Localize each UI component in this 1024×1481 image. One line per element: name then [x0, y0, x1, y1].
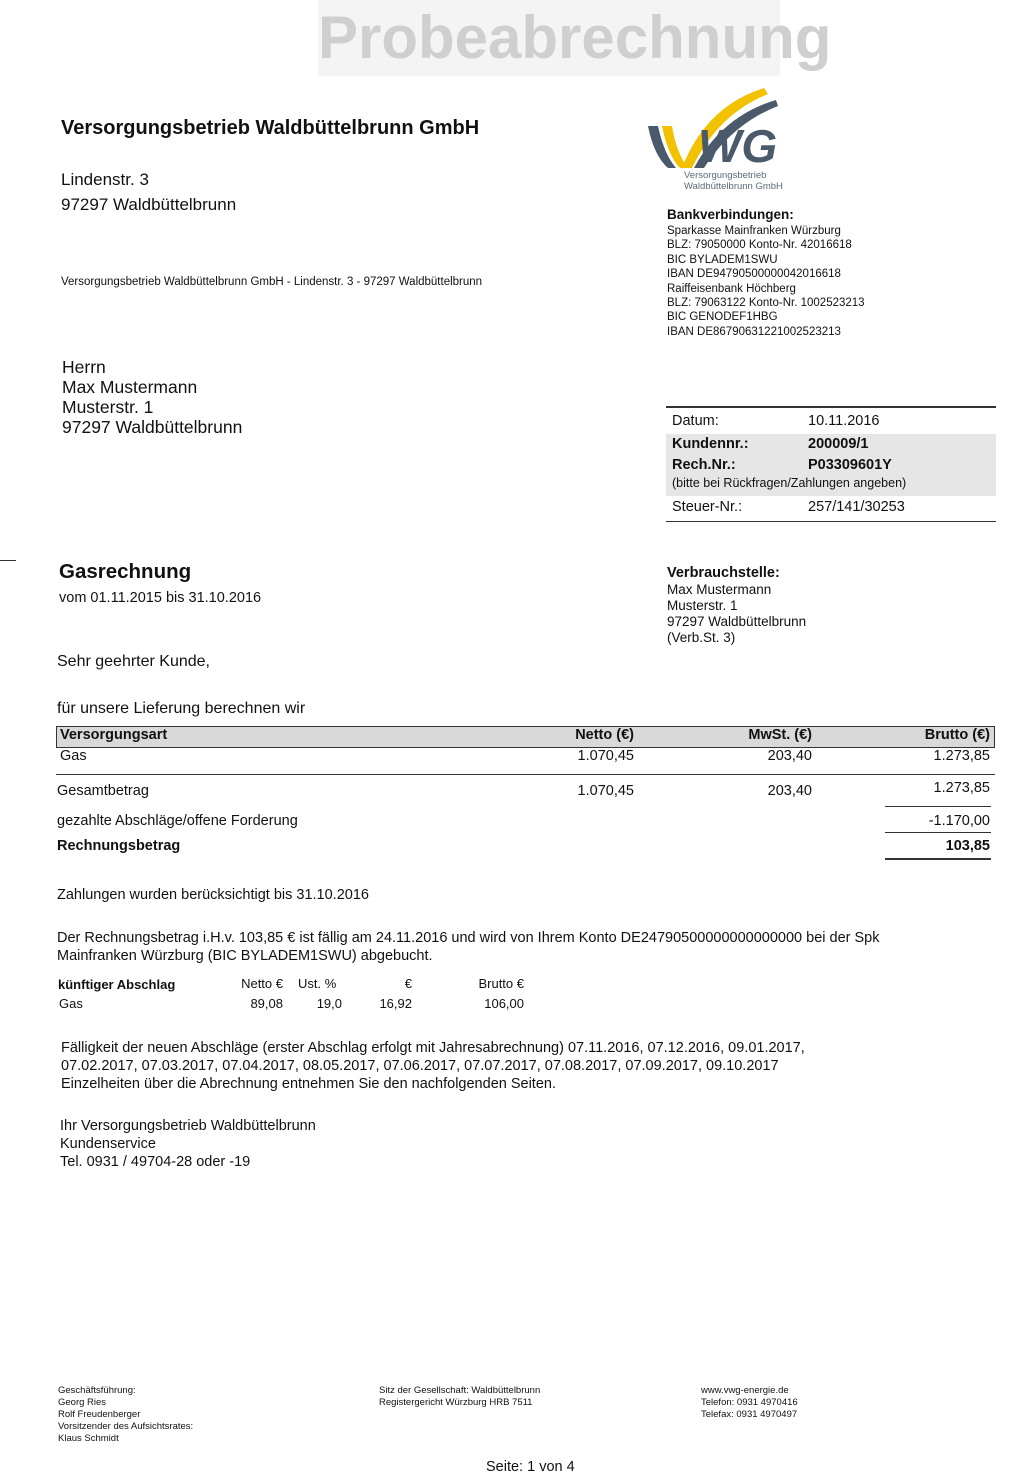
- intro-text: für unsere Lieferung berechnen wir: [57, 700, 306, 717]
- future-installment-title: künftiger Abschlag: [58, 977, 176, 992]
- consumption-line: (Verb.St. 3): [667, 630, 736, 645]
- footer-line: Georg Ries: [58, 1397, 107, 1408]
- future-row-net: 89,08: [250, 996, 283, 1011]
- fold-mark: [0, 560, 16, 561]
- footer-management: [58, 1385, 193, 1445]
- paid-installments-label: gezahlte Abschläge/offene Forderung: [57, 813, 298, 829]
- header-vat: MwSt. (€): [748, 727, 812, 743]
- closing-line: Ihr Versorgungsbetrieb Waldbüttelbrunn: [60, 1118, 316, 1134]
- consumption-line: Musterstr. 1: [667, 598, 738, 613]
- footer-fax: Telefax: 0931 4970497: [701, 1409, 798, 1420]
- future-row-gross: 106,00: [484, 996, 524, 1011]
- future-header-vat-rate: Ust. %: [298, 976, 337, 991]
- future-header-net: Netto €: [241, 976, 283, 991]
- page-number: Seite: 1 von 4: [486, 1459, 575, 1475]
- invoice-number-label: Rech.Nr.:: [672, 457, 736, 473]
- table-divider: [56, 774, 995, 775]
- row-gas-net: 1.070,45: [577, 748, 634, 764]
- company-name: Versorgungsbetrieb Waldbüttelbrunn GmbH: [61, 117, 480, 139]
- row-gas-vat: 203,40: [767, 748, 812, 764]
- payments-considered: Zahlungen wurden berücksichtigt bis 31.10.2016: [57, 887, 369, 903]
- logo-sub-line1: Versorgungsbetrieb: [684, 170, 767, 181]
- row-gas-label: Gas: [60, 748, 87, 764]
- recipient-name: Max Mustermann: [62, 377, 198, 397]
- footer-contact: [701, 1385, 798, 1421]
- customer-number-value: 200009/1: [808, 436, 869, 452]
- invoice-period: vom 01.11.2015 bis 31.10.2016: [59, 590, 262, 606]
- row-gas-gross: 1.273,85: [933, 748, 990, 764]
- future-row-vat: 16,92: [379, 996, 412, 1011]
- invoice-amount-label: Rechnungsbetrag: [57, 838, 181, 854]
- future-row-label: Gas: [59, 996, 83, 1011]
- footer-line: Registergericht Würzburg HRB 7511: [379, 1397, 533, 1408]
- sender-city: 97297 Waldbüttelbrunn: [61, 195, 237, 214]
- customer-number-label: Kundennr.:: [672, 436, 749, 452]
- bank-line: BIC BYLADEM1SWU: [667, 253, 778, 266]
- amount-underline: [885, 858, 991, 860]
- invoice-info-box: [666, 406, 996, 522]
- future-row-vat-rate: 19,0: [316, 996, 342, 1011]
- bank-line: BLZ: 79050000 Konto-Nr. 42016618: [667, 239, 852, 252]
- bank-line: Sparkasse Mainfranken Würzburg: [667, 225, 841, 237]
- total-net: 1.070,45: [577, 783, 634, 799]
- invoice-amount-value: 103,85: [945, 838, 990, 854]
- recipient-address: [62, 357, 242, 437]
- date-value: 10.11.2016: [808, 413, 880, 429]
- schedule-line: 07.02.2017, 07.03.2017, 07.04.2017, 08.05.2017, 07.06.2017, 07.07.2017, 07.08.2017, 07.09.2017, 09.10.2017: [61, 1058, 779, 1074]
- invoice-title: Gasrechnung: [59, 560, 192, 583]
- bank-line: BLZ: 79063122 Konto-Nr. 1002523213: [667, 297, 865, 310]
- consumption-point-address: [667, 582, 806, 646]
- logo-graphic: [646, 86, 816, 176]
- gross-underline: [885, 806, 991, 807]
- sender-street: Lindenstr. 3: [61, 170, 149, 189]
- recipient-salutation: Herrn: [62, 357, 106, 377]
- consumption-line: 97297 Waldbüttelbrunn: [667, 614, 807, 629]
- bank-details: [667, 224, 865, 339]
- due-notice: [57, 929, 879, 965]
- header-net: Netto (€): [575, 727, 634, 743]
- invoice-number-value: P03309601Y: [808, 457, 892, 473]
- logo-subtitle: [684, 170, 783, 192]
- closing-line: Kundenservice: [60, 1136, 156, 1152]
- footer-line: Geschäftsführung:: [58, 1385, 136, 1396]
- installment-schedule: [61, 1039, 805, 1093]
- bank-title: Bankverbindungen:: [667, 207, 794, 222]
- footer-registration: [379, 1385, 540, 1409]
- closing-line: Tel. 0931 / 49704-28 oder -19: [60, 1154, 251, 1170]
- total-gross: 1.273,85: [933, 780, 990, 796]
- due-line-1: Der Rechnungsbetrag i.H.v. 103,85 € ist fällig am 24.11.2016 und wird von Ihrem Konto DE24790500000000000000 bei der Spk: [57, 930, 880, 946]
- footer-phone: Telefon: 0931 4970416: [701, 1397, 798, 1408]
- footer-line: Vorsitzender des Aufsichtsrates:: [58, 1421, 194, 1432]
- header-supply-type: Versorgungsart: [60, 727, 168, 743]
- total-label: Gesamtbetrag: [57, 783, 149, 799]
- logo-sub-line2: Waldbüttelbrunn GmbH: [684, 181, 783, 192]
- bank-line: IBAN DE94790500000042016618: [667, 268, 841, 281]
- tax-number-value: 257/141/30253: [808, 499, 905, 515]
- future-installment-table: [57, 976, 537, 1016]
- future-header-vat: €: [404, 976, 412, 991]
- due-line-2: Mainfranken Würzburg (BIC BYLADEM1SWU) abgebucht.: [57, 948, 433, 964]
- footer-line: Klaus Schmidt: [58, 1433, 119, 1444]
- return-address-line: Versorgungsbetrieb Waldbüttelbrunn GmbH - Lindenstr. 3 - 97297 Waldbüttelbrunn: [61, 276, 483, 288]
- tax-number-label: Steuer-Nr.:: [672, 499, 743, 515]
- bank-line: Raiffeisenbank Höchberg: [667, 282, 796, 295]
- paid-installments-value: -1.170,00: [928, 813, 990, 829]
- paid-underline: [885, 832, 991, 833]
- bank-line: BIC GENODEF1HBG: [667, 311, 778, 324]
- logo-text: WG: [698, 120, 778, 172]
- total-vat: 203,40: [767, 783, 812, 799]
- schedule-line: Einzelheiten über die Abrechnung entnehmen Sie den nachfolgenden Seiten.: [61, 1076, 556, 1092]
- recipient-street: Musterstr. 1: [62, 397, 154, 417]
- date-label: Datum:: [672, 413, 719, 429]
- future-header-gross: Brutto €: [478, 976, 524, 991]
- footer-website: www.vwg-energie.de: [701, 1385, 789, 1396]
- consumption-line: Max Mustermann: [667, 582, 772, 597]
- header-gross: Brutto (€): [924, 727, 990, 743]
- recipient-city: 97297 Waldbüttelbrunn: [62, 417, 243, 437]
- consumption-point-title: Verbrauchstelle:: [667, 565, 780, 581]
- footer-line: Rolf Freudenberger: [58, 1409, 141, 1420]
- footer-line: Sitz der Gesellschaft: Waldbüttelbrunn: [379, 1385, 541, 1396]
- greeting: Sehr geehrter Kunde,: [57, 653, 210, 670]
- table-header: [56, 726, 995, 748]
- watermark: Probeabrechnung: [318, 0, 780, 76]
- closing-signature: [60, 1117, 316, 1171]
- bank-line: IBAN DE86790631221002523213: [667, 325, 841, 338]
- schedule-line: Fälligkeit der neuen Abschläge (erster Abschlag erfolgt mit Jahresabrechnung) 07.11.2016, 07.12.2016, 09.01.2017,: [61, 1040, 805, 1056]
- invoice-number-note: (bitte bei Rückfragen/Zahlungen angeben): [672, 476, 907, 490]
